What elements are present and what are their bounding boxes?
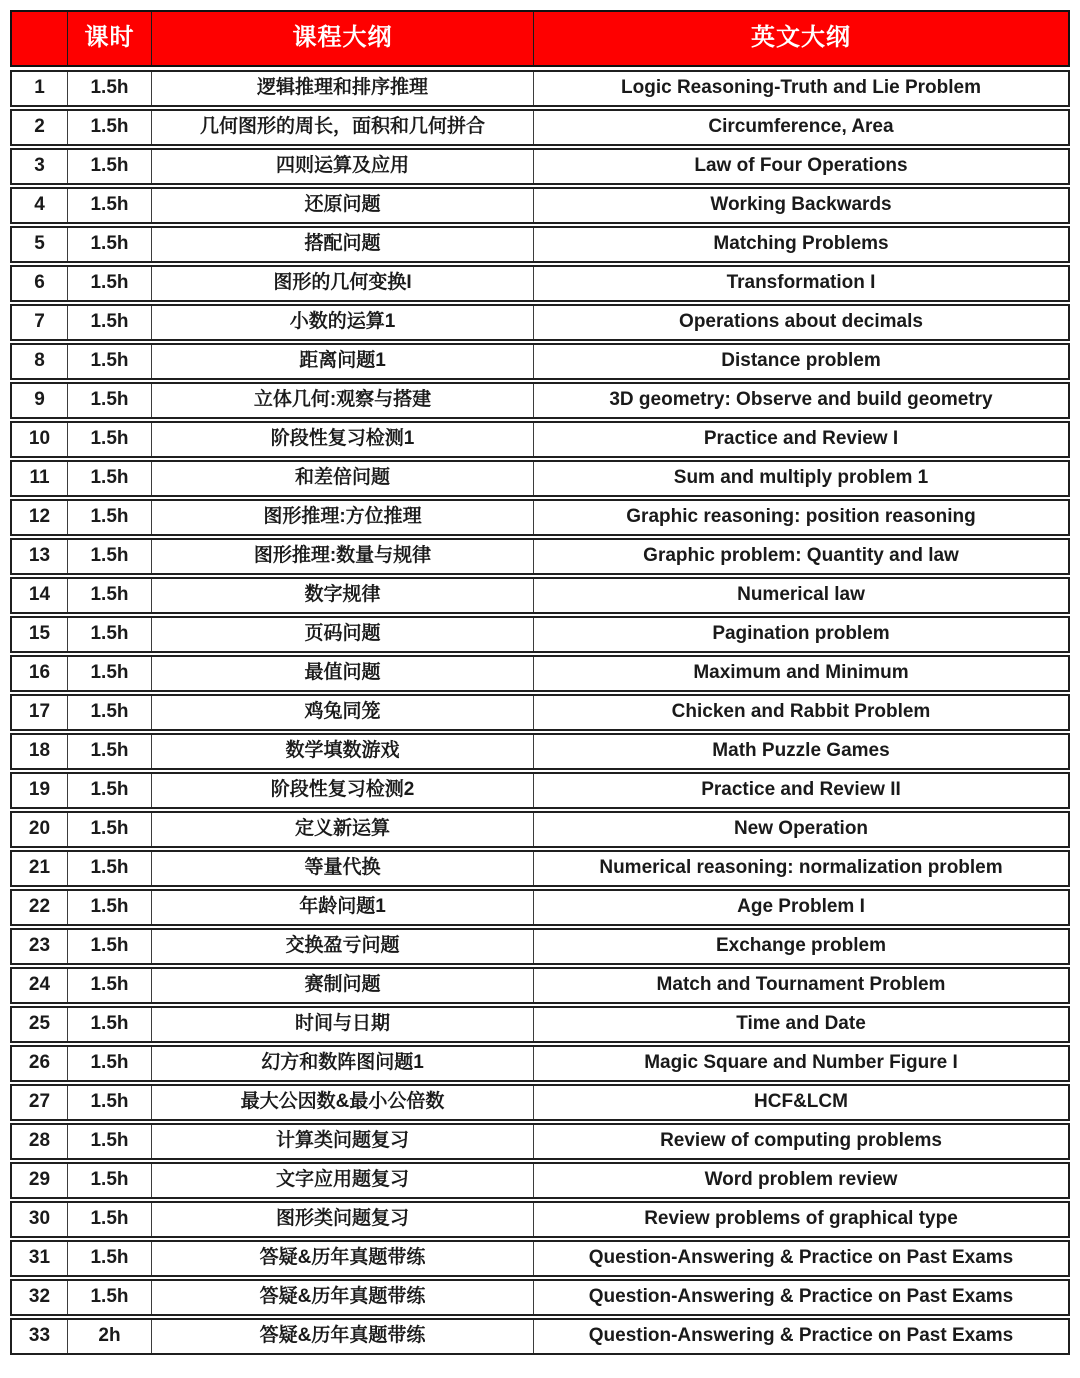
table-row bbox=[10, 1240, 1070, 1277]
lesson-topic-cn-cell: 时间与日期 bbox=[152, 1008, 534, 1041]
lesson-hours-cell: 1.5h bbox=[68, 150, 152, 183]
lesson-hours-cell: 1.5h bbox=[68, 111, 152, 144]
table-row bbox=[10, 1006, 1070, 1043]
table-row bbox=[10, 70, 1070, 107]
lesson-topic-cn-cell: 赛制问题 bbox=[152, 969, 534, 1002]
header-outline-cn-cell: 课程大纲 bbox=[152, 12, 534, 65]
lesson-topic-cn-cell: 数字规律 bbox=[152, 579, 534, 612]
lesson-topic-cn-cell: 最值问题 bbox=[152, 657, 534, 690]
table-row bbox=[10, 811, 1070, 848]
lesson-topic-cn-cell: 逻辑推理和排序推理 bbox=[152, 72, 534, 105]
lesson-topic-cn-cell: 还原问题 bbox=[152, 189, 534, 222]
lesson-number-cell: 15 bbox=[12, 618, 68, 651]
lesson-topic-en-cell: Graphic reasoning: position reasoning bbox=[626, 506, 976, 528]
lesson-topic-en-cell: Working Backwards bbox=[710, 194, 892, 216]
lesson-topic-cn-cell: 答疑&历年真题带练 bbox=[152, 1242, 534, 1275]
lesson-topic-en-cell: 3D geometry: Observe and build geometry bbox=[609, 389, 993, 411]
lesson-hours-cell: 1.5h bbox=[68, 852, 152, 885]
lesson-number-cell: 29 bbox=[12, 1164, 68, 1197]
lesson-hours-cell: 1.5h bbox=[68, 72, 152, 105]
lesson-topic-cn-cell: 定义新运算 bbox=[152, 813, 534, 846]
lesson-topic-en-cell: Sum and multiply problem 1 bbox=[673, 467, 929, 489]
table-row bbox=[10, 1162, 1070, 1199]
lesson-topic-cn-cell: 图形推理:数量与规律 bbox=[152, 540, 534, 573]
lesson-topic-cn-cell: 答疑&历年真题带练 bbox=[152, 1281, 534, 1314]
lesson-topic-cn-cell: 距离问题1 bbox=[152, 345, 534, 378]
lesson-topic-cn-cell: 阶段性复习检测2 bbox=[152, 774, 534, 807]
table-row bbox=[10, 1318, 1070, 1355]
lesson-hours-cell: 1.5h bbox=[68, 657, 152, 690]
lesson-topic-en-cell: Matching Problems bbox=[713, 233, 889, 255]
table-row bbox=[10, 616, 1070, 653]
lesson-topic-en-cell: Question-Answering & Practice on Past Exams bbox=[588, 1325, 1014, 1347]
table-row bbox=[10, 343, 1070, 380]
lesson-hours-cell: 1.5h bbox=[68, 384, 152, 417]
lesson-topic-cn-cell: 数学填数游戏 bbox=[152, 735, 534, 768]
lesson-topic-cn-cell: 图形的几何变换I bbox=[152, 267, 534, 300]
lesson-topic-cn-cell: 页码问题 bbox=[152, 618, 534, 651]
table-header-row bbox=[10, 10, 1070, 67]
lesson-topic-en-cell: Pagination problem bbox=[712, 623, 890, 645]
lesson-number-cell: 16 bbox=[12, 657, 68, 690]
table-row bbox=[10, 226, 1070, 263]
table-row bbox=[10, 538, 1070, 575]
table-row bbox=[10, 577, 1070, 614]
lesson-topic-cn-cell: 图形类问题复习 bbox=[152, 1203, 534, 1236]
lesson-number-cell: 3 bbox=[12, 150, 68, 183]
lesson-topic-cn-cell: 立体几何:观察与搭建 bbox=[152, 384, 534, 417]
lesson-hours-cell: 1.5h bbox=[68, 891, 152, 924]
lesson-topic-en-cell: Word problem review bbox=[704, 1169, 898, 1191]
table-row bbox=[10, 1123, 1070, 1160]
lesson-topic-en-cell: Review problems of graphical type bbox=[644, 1208, 958, 1230]
lesson-hours-cell: 1.5h bbox=[68, 1242, 152, 1275]
lesson-hours-cell: 1.5h bbox=[68, 813, 152, 846]
table-row bbox=[10, 148, 1070, 185]
course-outline-table bbox=[10, 10, 1070, 1355]
lesson-number-cell: 13 bbox=[12, 540, 68, 573]
lesson-topic-cn-cell: 阶段性复习检测1 bbox=[152, 423, 534, 456]
lesson-topic-en-cell: HCF&LCM bbox=[754, 1091, 848, 1113]
lesson-topic-cn-cell: 计算类问题复习 bbox=[152, 1125, 534, 1158]
lesson-number-cell: 23 bbox=[12, 930, 68, 963]
lesson-hours-cell: 1.5h bbox=[68, 1125, 152, 1158]
table-row bbox=[10, 109, 1070, 146]
lesson-topic-en-cell: Exchange problem bbox=[716, 935, 886, 957]
lesson-hours-cell: 1.5h bbox=[68, 540, 152, 573]
lesson-topic-en-cell: Question-Answering & Practice on Past Exams bbox=[588, 1286, 1014, 1308]
lesson-number-cell: 8 bbox=[12, 345, 68, 378]
lesson-topic-en-cell: Numerical law bbox=[737, 584, 865, 606]
lesson-topic-cn-cell: 图形推理:方位推理 bbox=[152, 501, 534, 534]
lesson-topic-cn-cell: 答疑&历年真题带练 bbox=[152, 1320, 534, 1353]
lesson-hours-cell: 1.5h bbox=[68, 189, 152, 222]
lesson-hours-cell: 1.5h bbox=[68, 579, 152, 612]
lesson-hours-cell: 1.5h bbox=[68, 1164, 152, 1197]
table-row bbox=[10, 1045, 1070, 1082]
table-row bbox=[10, 304, 1070, 341]
lesson-topic-cn-cell: 年龄问题1 bbox=[152, 891, 534, 924]
lesson-number-cell: 7 bbox=[12, 306, 68, 339]
lesson-hours-cell: 1.5h bbox=[68, 423, 152, 456]
lesson-number-cell: 4 bbox=[12, 189, 68, 222]
lesson-number-cell: 32 bbox=[12, 1281, 68, 1314]
lesson-topic-cn-cell: 幻方和数阵图问题1 bbox=[152, 1047, 534, 1080]
lesson-number-cell: 33 bbox=[12, 1320, 68, 1353]
lesson-topic-cn-cell: 四则运算及应用 bbox=[152, 150, 534, 183]
table-body bbox=[10, 70, 1070, 1355]
lesson-hours-cell: 1.5h bbox=[68, 1047, 152, 1080]
lesson-number-cell: 1 bbox=[12, 72, 68, 105]
table-row bbox=[10, 1279, 1070, 1316]
lesson-topic-cn-cell: 等量代换 bbox=[152, 852, 534, 885]
lesson-hours-cell: 1.5h bbox=[68, 1203, 152, 1236]
lesson-topic-en-cell: Graphic problem: Quantity and law bbox=[643, 545, 959, 567]
table-row bbox=[10, 889, 1070, 926]
lesson-number-cell: 28 bbox=[12, 1125, 68, 1158]
lesson-number-cell: 11 bbox=[12, 462, 68, 495]
lesson-topic-en-cell: Age Problem I bbox=[737, 896, 865, 918]
lesson-number-cell: 2 bbox=[12, 111, 68, 144]
table-row bbox=[10, 382, 1070, 419]
lesson-number-cell: 26 bbox=[12, 1047, 68, 1080]
lesson-topic-cn-cell: 最大公因数&最小公倍数 bbox=[152, 1086, 534, 1119]
lesson-hours-cell: 1.5h bbox=[68, 969, 152, 1002]
lesson-topic-en-cell: Distance problem bbox=[721, 350, 881, 372]
header-hours-cell: 课时 bbox=[68, 12, 152, 65]
table-row bbox=[10, 421, 1070, 458]
lesson-number-cell: 17 bbox=[12, 696, 68, 729]
lesson-topic-en-cell: Question-Answering & Practice on Past Exams bbox=[588, 1247, 1014, 1269]
lesson-number-cell: 9 bbox=[12, 384, 68, 417]
lesson-number-cell: 18 bbox=[12, 735, 68, 768]
lesson-topic-en-cell: Chicken and Rabbit Problem bbox=[671, 701, 931, 723]
lesson-topic-en-cell: Circumference, Area bbox=[708, 116, 894, 138]
header-outline-en-cell: 英文大纲 bbox=[534, 12, 1068, 65]
lesson-topic-en-cell: Maximum and Minimum bbox=[693, 662, 909, 684]
lesson-topic-cn-cell: 交换盈亏问题 bbox=[152, 930, 534, 963]
table-row bbox=[10, 928, 1070, 965]
lesson-topic-en-cell: Logic Reasoning-Truth and Lie Problem bbox=[621, 77, 981, 99]
lesson-number-cell: 31 bbox=[12, 1242, 68, 1275]
lesson-number-cell: 22 bbox=[12, 891, 68, 924]
table-row bbox=[10, 1084, 1070, 1121]
lesson-topic-en-cell: Operations about decimals bbox=[679, 311, 923, 333]
lesson-topic-en-cell: Magic Square and Number Figure I bbox=[644, 1052, 958, 1074]
lesson-hours-cell: 1.5h bbox=[68, 501, 152, 534]
lesson-topic-en-cell: New Operation bbox=[733, 818, 869, 840]
lesson-topic-cn-cell: 和差倍问题 bbox=[152, 462, 534, 495]
lesson-number-cell: 25 bbox=[12, 1008, 68, 1041]
lesson-topic-cn-cell: 文字应用题复习 bbox=[152, 1164, 534, 1197]
lesson-topic-en-cell: Practice and Review I bbox=[703, 428, 899, 450]
table-row bbox=[10, 772, 1070, 809]
lesson-hours-cell: 1.5h bbox=[68, 735, 152, 768]
lesson-topic-en-cell: Match and Tournament Problem bbox=[656, 974, 946, 996]
table-row bbox=[10, 733, 1070, 770]
table-row bbox=[10, 694, 1070, 731]
lesson-topic-en-cell: Numerical reasoning: normalization problem bbox=[599, 857, 1003, 879]
table-row bbox=[10, 850, 1070, 887]
lesson-hours-cell: 1.5h bbox=[68, 228, 152, 261]
lesson-topic-cn-cell: 鸡兔同笼 bbox=[152, 696, 534, 729]
lesson-topic-en-cell: Practice and Review II bbox=[701, 779, 901, 801]
table-row bbox=[10, 655, 1070, 692]
lesson-hours-cell: 1.5h bbox=[68, 1281, 152, 1314]
table-row bbox=[10, 460, 1070, 497]
lesson-number-cell: 19 bbox=[12, 774, 68, 807]
lesson-number-cell: 14 bbox=[12, 579, 68, 612]
lesson-number-cell: 21 bbox=[12, 852, 68, 885]
lesson-number-cell: 10 bbox=[12, 423, 68, 456]
lesson-hours-cell: 1.5h bbox=[68, 345, 152, 378]
lesson-topic-cn-cell: 几何图形的周长，面积和几何拼合 bbox=[152, 111, 534, 144]
lesson-number-cell: 27 bbox=[12, 1086, 68, 1119]
lesson-number-cell: 12 bbox=[12, 501, 68, 534]
table-row bbox=[10, 967, 1070, 1004]
lesson-topic-en-cell: Law of Four Operations bbox=[694, 155, 908, 177]
lesson-hours-cell: 1.5h bbox=[68, 1008, 152, 1041]
lesson-hours-cell: 1.5h bbox=[68, 1086, 152, 1119]
lesson-hours-cell: 1.5h bbox=[68, 930, 152, 963]
lesson-number-cell: 24 bbox=[12, 969, 68, 1002]
lesson-hours-cell: 1.5h bbox=[68, 462, 152, 495]
lesson-hours-cell: 2h bbox=[68, 1320, 152, 1353]
lesson-hours-cell: 1.5h bbox=[68, 618, 152, 651]
lesson-topic-cn-cell: 搭配问题 bbox=[152, 228, 534, 261]
lesson-hours-cell: 1.5h bbox=[68, 306, 152, 339]
table-row bbox=[10, 265, 1070, 302]
table-row bbox=[10, 1201, 1070, 1238]
table-row bbox=[10, 187, 1070, 224]
lesson-topic-cn-cell: 小数的运算1 bbox=[152, 306, 534, 339]
lesson-number-cell: 30 bbox=[12, 1203, 68, 1236]
lesson-number-cell: 20 bbox=[12, 813, 68, 846]
lesson-topic-en-cell: Transformation I bbox=[726, 272, 876, 294]
lesson-number-cell: 6 bbox=[12, 267, 68, 300]
lesson-number-cell: 5 bbox=[12, 228, 68, 261]
lesson-hours-cell: 1.5h bbox=[68, 774, 152, 807]
lesson-topic-en-cell: Math Puzzle Games bbox=[712, 740, 890, 762]
lesson-topic-en-cell: Time and Date bbox=[736, 1013, 866, 1035]
table-row bbox=[10, 499, 1070, 536]
lesson-hours-cell: 1.5h bbox=[68, 696, 152, 729]
lesson-hours-cell: 1.5h bbox=[68, 267, 152, 300]
lesson-topic-en-cell: Review of computing problems bbox=[660, 1130, 942, 1152]
header-index-cell bbox=[12, 12, 68, 65]
